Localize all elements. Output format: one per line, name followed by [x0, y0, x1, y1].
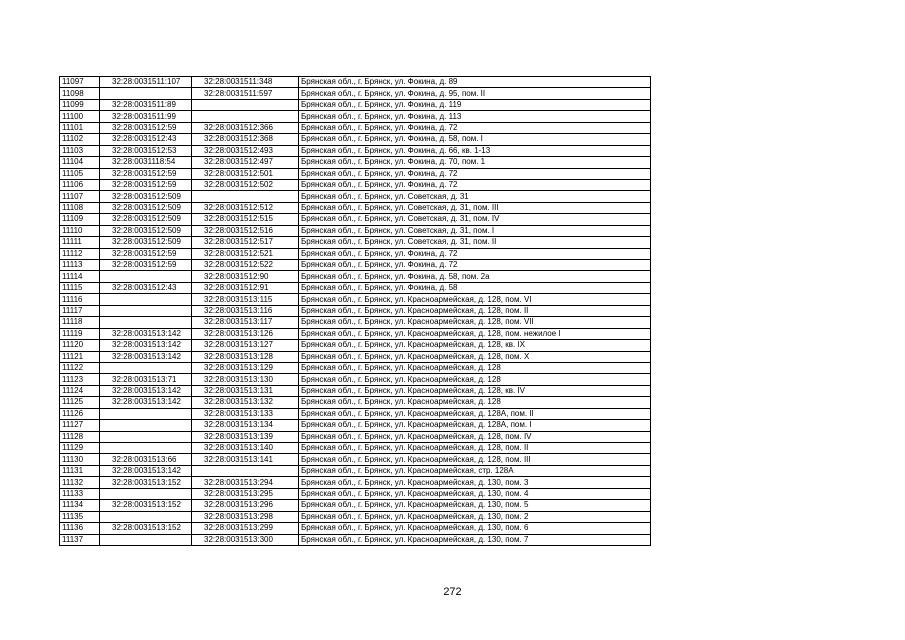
address-cell: Брянская обл., г. Брянск, ул. Красноармейская, д. 130, пом. 6	[299, 523, 651, 534]
page-number: 272	[443, 586, 462, 598]
parent-cadastral-number-cell: 32:28:0031512:53	[100, 145, 192, 156]
address-cell: Брянская обл., г. Брянск, ул. Красноармейская, д. 128, пом. IV	[299, 431, 651, 442]
table-row	[60, 317, 651, 328]
table-row	[60, 534, 651, 545]
address-cell: Брянская обл., г. Брянск, ул. Фокина, д. 70, пом. 1	[299, 157, 651, 168]
table-row	[60, 202, 651, 213]
table-row	[60, 214, 651, 225]
address-cell: Брянская обл., г. Брянск, ул. Советская, д. 31, пом. IV	[299, 214, 651, 225]
cadastral-number-cell: 32:28:0031513:127	[192, 340, 299, 351]
table-row	[60, 362, 651, 373]
address-cell: Брянская обл., г. Брянск, ул. Советская, д. 31	[299, 191, 651, 202]
cadastral-number-cell: 32:28:0031513:134	[192, 420, 299, 431]
row-number-cell: 11125	[60, 397, 100, 408]
row-number-cell: 11111	[60, 237, 100, 248]
table-row	[60, 465, 651, 476]
cadastral-number-cell: 32:28:0031512:516	[192, 225, 299, 236]
table-row	[60, 77, 651, 88]
address-cell: Брянская обл., г. Брянск, ул. Красноармейская, д. 130, пом. 7	[299, 534, 651, 545]
table-row	[60, 511, 651, 522]
parent-cadastral-number-cell	[100, 294, 192, 305]
address-cell: Брянская обл., г. Брянск, ул. Советская, д. 31, пом. II	[299, 237, 651, 248]
parent-cadastral-number-cell: 32:28:0031118:54	[100, 157, 192, 168]
cadastral-number-cell: 32:28:0031513:131	[192, 385, 299, 396]
cadastral-number-cell: 32:28:0031512:368	[192, 134, 299, 145]
parent-cadastral-number-cell	[100, 305, 192, 316]
row-number-cell: 11118	[60, 317, 100, 328]
row-number-cell: 11123	[60, 374, 100, 385]
table-row	[60, 431, 651, 442]
address-cell: Брянская обл., г. Брянск, ул. Красноармейская, д. 128, кв. IV	[299, 385, 651, 396]
table-row	[60, 374, 651, 385]
table-row	[60, 454, 651, 465]
parent-cadastral-number-cell: 32:28:0031513:142	[100, 351, 192, 362]
parent-cadastral-number-cell: 32:28:0031512:43	[100, 282, 192, 293]
cadastral-number-cell: 32:28:0031512:90	[192, 271, 299, 282]
cadastral-number-cell: 32:28:0031513:295	[192, 488, 299, 499]
table-row	[60, 420, 651, 431]
table-row	[60, 134, 651, 145]
cadastral-number-cell: 32:28:0031513:294	[192, 477, 299, 488]
row-number-cell: 11128	[60, 431, 100, 442]
parent-cadastral-number-cell	[100, 511, 192, 522]
cadastral-number-cell: 32:28:0031513:299	[192, 523, 299, 534]
cadastral-number-cell: 32:28:0031513:115	[192, 294, 299, 305]
cadastral-number-cell: 32:28:0031513:140	[192, 443, 299, 454]
table-row	[60, 282, 651, 293]
parent-cadastral-number-cell	[100, 271, 192, 282]
cadastral-number-cell: 32:28:0031512:91	[192, 282, 299, 293]
row-number-cell: 11112	[60, 248, 100, 259]
address-cell: Брянская обл., г. Брянск, ул. Красноармейская, д. 130, пом. 4	[299, 488, 651, 499]
address-cell: Брянская обл., г. Брянск, ул. Красноармейская, д. 128	[299, 362, 651, 373]
parent-cadastral-number-cell: 32:28:0031513:142	[100, 465, 192, 476]
address-cell: Брянская обл., г. Брянск, ул. Красноармейская, д. 128	[299, 397, 651, 408]
table-row	[60, 477, 651, 488]
cadastral-number-cell: 32:28:0031512:366	[192, 122, 299, 133]
parent-cadastral-number-cell	[100, 88, 192, 99]
address-cell: Брянская обл., г. Брянск, ул. Фокина, д. 72	[299, 179, 651, 190]
address-cell: Брянская обл., г. Брянск, ул. Советская, д. 31, пом. I	[299, 225, 651, 236]
row-number-cell: 11115	[60, 282, 100, 293]
table-row	[60, 328, 651, 339]
address-cell: Брянская обл., г. Брянск, ул. Красноармейская, д. 128, кв. IX	[299, 340, 651, 351]
address-cell: Брянская обл., г. Брянск, ул. Красноармейская, д. 130, пом. 5	[299, 500, 651, 511]
cadastral-number-cell: 32:28:0031511:348	[192, 77, 299, 88]
row-number-cell: 11106	[60, 179, 100, 190]
row-number-cell: 11103	[60, 145, 100, 156]
cadastral-number-cell: 32:28:0031513:296	[192, 500, 299, 511]
address-cell: Брянская обл., г. Брянск, ул. Красноармейская, д. 128, пом. III	[299, 454, 651, 465]
records-table-body	[60, 77, 651, 546]
address-cell: Брянская обл., г. Брянск, ул. Красноармейская, д. 128, пом. нежилое I	[299, 328, 651, 339]
cadastral-number-cell: 32:28:0031512:517	[192, 237, 299, 248]
cadastral-number-cell: 32:28:0031513:300	[192, 534, 299, 545]
cadastral-number-cell	[192, 99, 299, 110]
parent-cadastral-number-cell: 32:28:0031513:142	[100, 340, 192, 351]
parent-cadastral-number-cell: 32:28:0031513:152	[100, 477, 192, 488]
address-cell: Брянская обл., г. Брянск, ул. Фокина, д. 95, пом. II	[299, 88, 651, 99]
parent-cadastral-number-cell: 32:28:0031513:142	[100, 328, 192, 339]
row-number-cell: 11098	[60, 88, 100, 99]
address-cell: Брянская обл., г. Брянск, ул. Фокина, д. 72	[299, 248, 651, 259]
table-row	[60, 305, 651, 316]
row-number-cell: 11121	[60, 351, 100, 362]
address-cell: Брянская обл., г. Брянск, ул. Фокина, д. 113	[299, 111, 651, 122]
row-number-cell: 11113	[60, 260, 100, 271]
row-number-cell: 11101	[60, 122, 100, 133]
address-cell: Брянская обл., г. Брянск, ул. Красноармейская, д. 128	[299, 374, 651, 385]
parent-cadastral-number-cell: 32:28:0031511:107	[100, 77, 192, 88]
row-number-cell: 11107	[60, 191, 100, 202]
cadastral-number-cell: 32:28:0031512:522	[192, 260, 299, 271]
parent-cadastral-number-cell: 32:28:0031512:59	[100, 179, 192, 190]
table-row	[60, 237, 651, 248]
parent-cadastral-number-cell	[100, 431, 192, 442]
row-number-cell: 11132	[60, 477, 100, 488]
cadastral-number-cell: 32:28:0031512:521	[192, 248, 299, 259]
parent-cadastral-number-cell: 32:28:0031513:66	[100, 454, 192, 465]
parent-cadastral-number-cell: 32:28:0031512:509	[100, 225, 192, 236]
cadastral-number-cell: 32:28:0031512:512	[192, 202, 299, 213]
parent-cadastral-number-cell	[100, 420, 192, 431]
table-row	[60, 385, 651, 396]
cadastral-number-cell	[192, 465, 299, 476]
cadastral-number-cell: 32:28:0031513:130	[192, 374, 299, 385]
table-row	[60, 351, 651, 362]
parent-cadastral-number-cell	[100, 443, 192, 454]
row-number-cell: 11108	[60, 202, 100, 213]
row-number-cell: 11135	[60, 511, 100, 522]
cadastral-number-cell: 32:28:0031513:139	[192, 431, 299, 442]
cadastral-number-cell: 32:28:0031512:493	[192, 145, 299, 156]
table-row	[60, 248, 651, 259]
address-cell: Брянская обл., г. Брянск, ул. Фокина, д. 58	[299, 282, 651, 293]
parent-cadastral-number-cell: 32:28:0031512:59	[100, 122, 192, 133]
parent-cadastral-number-cell	[100, 488, 192, 499]
parent-cadastral-number-cell: 32:28:0031512:43	[100, 134, 192, 145]
parent-cadastral-number-cell	[100, 317, 192, 328]
table-row	[60, 294, 651, 305]
row-number-cell: 11134	[60, 500, 100, 511]
address-cell: Брянская обл., г. Брянск, ул. Красноармейская, д. 128, пом. VII	[299, 317, 651, 328]
row-number-cell: 11104	[60, 157, 100, 168]
parent-cadastral-number-cell: 32:28:0031512:509	[100, 214, 192, 225]
row-number-cell: 11105	[60, 168, 100, 179]
address-cell: Брянская обл., г. Брянск, ул. Красноармейская, д. 128А, пом. II	[299, 408, 651, 419]
row-number-cell: 11116	[60, 294, 100, 305]
row-number-cell: 11122	[60, 362, 100, 373]
row-number-cell: 11097	[60, 77, 100, 88]
parent-cadastral-number-cell: 32:28:0031512:59	[100, 248, 192, 259]
address-cell: Брянская обл., г. Брянск, ул. Фокина, д. 72	[299, 260, 651, 271]
address-cell: Брянская обл., г. Брянск, ул. Красноармейская, д. 128, пом. II	[299, 305, 651, 316]
cadastral-number-cell: 32:28:0031513:141	[192, 454, 299, 465]
table-row	[60, 99, 651, 110]
table-row	[60, 122, 651, 133]
parent-cadastral-number-cell: 32:28:0031512:59	[100, 260, 192, 271]
table-row	[60, 168, 651, 179]
address-cell: Брянская обл., г. Брянск, ул. Красноармейская, д. 128, пом. VI	[299, 294, 651, 305]
cadastral-number-cell: 32:28:0031513:132	[192, 397, 299, 408]
address-cell: Брянская обл., г. Брянск, ул. Красноармейская, д. 128А, пом. I	[299, 420, 651, 431]
table-row	[60, 523, 651, 534]
row-number-cell: 11133	[60, 488, 100, 499]
row-number-cell: 11130	[60, 454, 100, 465]
parent-cadastral-number-cell: 32:28:0031513:142	[100, 397, 192, 408]
table-row	[60, 191, 651, 202]
parent-cadastral-number-cell: 32:28:0031512:509	[100, 202, 192, 213]
parent-cadastral-number-cell	[100, 534, 192, 545]
row-number-cell: 11099	[60, 99, 100, 110]
row-number-cell: 11136	[60, 523, 100, 534]
cadastral-number-cell: 32:28:0031511:597	[192, 88, 299, 99]
row-number-cell: 11119	[60, 328, 100, 339]
parent-cadastral-number-cell: 32:28:0031511:89	[100, 99, 192, 110]
cadastral-number-cell: 32:28:0031513:116	[192, 305, 299, 316]
cadastral-number-cell	[192, 111, 299, 122]
table-row	[60, 111, 651, 122]
address-cell: Брянская обл., г. Брянск, ул. Фокина, д. 119	[299, 99, 651, 110]
address-cell: Брянская обл., г. Брянск, ул. Фокина, д. 72	[299, 122, 651, 133]
row-number-cell: 11102	[60, 134, 100, 145]
address-cell: Брянская обл., г. Брянск, ул. Красноармейская, д. 130, пом. 3	[299, 477, 651, 488]
row-number-cell: 11109	[60, 214, 100, 225]
table-row	[60, 443, 651, 454]
records-table	[59, 76, 651, 546]
row-number-cell: 11127	[60, 420, 100, 431]
parent-cadastral-number-cell	[100, 408, 192, 419]
table-row	[60, 500, 651, 511]
table-row	[60, 157, 651, 168]
row-number-cell: 11137	[60, 534, 100, 545]
address-cell: Брянская обл., г. Брянск, ул. Фокина, д. 72	[299, 168, 651, 179]
row-number-cell: 11117	[60, 305, 100, 316]
address-cell: Брянская обл., г. Брянск, ул. Красноармейская, д. 128, пом. II	[299, 443, 651, 454]
table-row	[60, 225, 651, 236]
table-row	[60, 488, 651, 499]
row-number-cell: 11114	[60, 271, 100, 282]
address-cell: Брянская обл., г. Брянск, ул. Фокина, д. 58, пом. I	[299, 134, 651, 145]
address-cell: Брянская обл., г. Брянск, ул. Красноармейская, д. 130, пом. 2	[299, 511, 651, 522]
parent-cadastral-number-cell: 32:28:0031512:509	[100, 191, 192, 202]
row-number-cell: 11124	[60, 385, 100, 396]
table-row	[60, 408, 651, 419]
row-number-cell: 11129	[60, 443, 100, 454]
address-cell: Брянская обл., г. Брянск, ул. Фокина, д. 89	[299, 77, 651, 88]
parent-cadastral-number-cell: 32:28:0031511:99	[100, 111, 192, 122]
address-cell: Брянская обл., г. Брянск, ул. Фокина, д. 66, кв. 1-13	[299, 145, 651, 156]
address-cell: Брянская обл., г. Брянск, ул. Советская, д. 31, пом. III	[299, 202, 651, 213]
cadastral-number-cell: 32:28:0031512:502	[192, 179, 299, 190]
table-row	[60, 397, 651, 408]
cadastral-number-cell: 32:28:0031513:298	[192, 511, 299, 522]
table-row	[60, 260, 651, 271]
table-row	[60, 271, 651, 282]
table-row	[60, 88, 651, 99]
row-number-cell: 11120	[60, 340, 100, 351]
address-cell: Брянская обл., г. Брянск, ул. Красноармейская, стр. 128А	[299, 465, 651, 476]
cadastral-number-cell: 32:28:0031513:129	[192, 362, 299, 373]
address-cell: Брянская обл., г. Брянск, ул. Фокина, д. 58, пом. 2а	[299, 271, 651, 282]
address-cell: Брянская обл., г. Брянск, ул. Красноармейская, д. 128, пом. X	[299, 351, 651, 362]
cadastral-number-cell: 32:28:0031513:117	[192, 317, 299, 328]
cadastral-number-cell: 32:28:0031512:501	[192, 168, 299, 179]
parent-cadastral-number-cell	[100, 362, 192, 373]
parent-cadastral-number-cell: 32:28:0031513:152	[100, 523, 192, 534]
row-number-cell: 11100	[60, 111, 100, 122]
cadastral-number-cell	[192, 191, 299, 202]
parent-cadastral-number-cell: 32:28:0031513:71	[100, 374, 192, 385]
cadastral-number-cell: 32:28:0031512:497	[192, 157, 299, 168]
cadastral-number-cell: 32:28:0031512:515	[192, 214, 299, 225]
row-number-cell: 11126	[60, 408, 100, 419]
row-number-cell: 11131	[60, 465, 100, 476]
table-row	[60, 340, 651, 351]
cadastral-number-cell: 32:28:0031513:128	[192, 351, 299, 362]
parent-cadastral-number-cell: 32:28:0031513:152	[100, 500, 192, 511]
parent-cadastral-number-cell: 32:28:0031512:59	[100, 168, 192, 179]
parent-cadastral-number-cell: 32:28:0031513:142	[100, 385, 192, 396]
cadastral-number-cell: 32:28:0031513:126	[192, 328, 299, 339]
table-row	[60, 145, 651, 156]
row-number-cell: 11110	[60, 225, 100, 236]
table-row	[60, 179, 651, 190]
parent-cadastral-number-cell: 32:28:0031512:509	[100, 237, 192, 248]
cadastral-number-cell: 32:28:0031513:133	[192, 408, 299, 419]
